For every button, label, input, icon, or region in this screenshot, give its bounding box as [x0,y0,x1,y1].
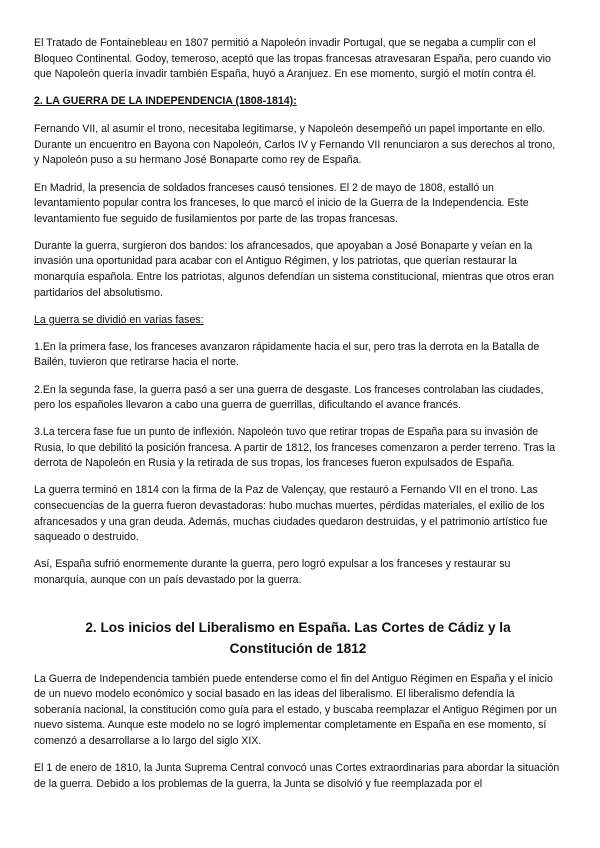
paragraph-conclusion: Así, España sufrió enormemente durante la guerra, pero logró expulsar a los franceses y restaurar su monarquía, aunque con un país devastado por la guerra. [34,558,511,586]
phase-two: 2.En la segunda fase, la guerra pasó a ser una guerra de desgaste. Los franceses controlaban las ciudades, pero los españoles llevaron a cabo una guerra de guerrillas, dificultando el avance francés. [34,383,544,412]
paragraph-liberalismo: La Guerra de Independencia también puede entenderse como el fin del Antiguo Régimen en España y el inicio de un nuevo modelo económico y social basado en las ideas del liberalismo. El liberalismo defendía la soberanía nacional, la constitución como guía para el estado, y buscaba reemplazar el Antiguo Régimen por un nuevo sistema. Aunque este modelo no se logró implementar completamente en España en ese momento, sí comenzó a desarrollarse a lo largo del siglo XIX. [34,672,557,747]
paragraph-bandos: Durante la guerra, surgieron dos bandos: los afrancesados, que apoyaban a José Bonaparte y veían en la invasión una oportunidad para acabar con el Antiguo Régimen, y los patriotas, que querían restaurar la monarquía española. Entre los patriotas, algunos defendían un sistema constitucional, mientras que otros eran partidarios del absolutismo. [34,239,554,299]
paragraph-junta-suprema: El 1 de enero de 1810, la Junta Suprema Central convocó unas Cortes extraordinarias para abordar la situación de la guerra. Debido a los problemas de la guerra, la Junta se disolvió y fue reemplazada por el [34,762,560,790]
phase-one: 1.En la primera fase, los franceses avanzaron rápidamente hacia el sur, pero tras la derrota en la Batalla de Bailén, tuvieron que retirarse hacia el norte. [34,340,540,369]
document-page [34,36,562,792]
section-heading-guerra-independencia: 2. LA GUERRA DE LA INDEPENDENCIA (1808-1814): [34,95,297,108]
paragraph-paz-valencay: La guerra terminó en 1814 con la firma de la Paz de Valençay, que restauró a Fernando VII en el trono. Las consecuencias de la guerra fueron devastadoras: hubo muchas muertes, pérdidas materiales, el exilio de los afrancesados y una gran deuda. Además, muchas ciudades quedaron destruidas, y el patrimonio artístico fue saqueado o destruido. [34,484,548,544]
phases-subheading: La guerra se dividió en varias fases: [34,313,204,326]
paragraph-fernando-vii: Fernando VII, al asumir el trono, necesitaba legitimarse, y Napoleón desempeñó un papel importante en ello. Durante un encuentro en Bayona con Napoleón, Carlos IV y Fernando VII renunciaron a sus derechos al trono, y Napoleón puso a su hermano José Bonaparte como rey de España. [34,123,556,167]
section-heading-liberalismo: 2. Los inicios del Liberalismo en España. Las Cortes de Cádiz y la Constitución de 1812 [85,619,511,656]
paragraph-fontainebleau: El Tratado de Fontainebleau en 1807 permitió a Napoleón invadir Portugal, que se negaba a cumplir con el Bloqueo Continental. Godoy, temeroso, aceptó que las tropas francesas atravesaran España, pero cuando vio que Napoleón quería invadir también España, huyó a Aranjuez. En ese momento, surgió el motín contra él. [34,37,551,81]
paragraph-madrid-dos-de-mayo: En Madrid, la presencia de soldados franceses causó tensiones. El 2 de mayo de 1808, estalló un levantamiento popular contra los franceses, lo que marcó el inicio de la Guerra de la Independencia. Este levantamiento fue seguido de fusilamientos por parte de las tropas francesas. [34,181,529,225]
phase-three: 3.La tercera fase fue un punto de inflexión. Napoleón tuvo que retirar tropas de España para su invasión de Rusia, lo que debilitó la posición francesa. A partir de 1812, los franceses comenzaron a perder terreno. Tras la derrota de Napoleón en Rusia y la retirada de sus tropas, los franceses fueron expulsados de España. [34,426,556,470]
